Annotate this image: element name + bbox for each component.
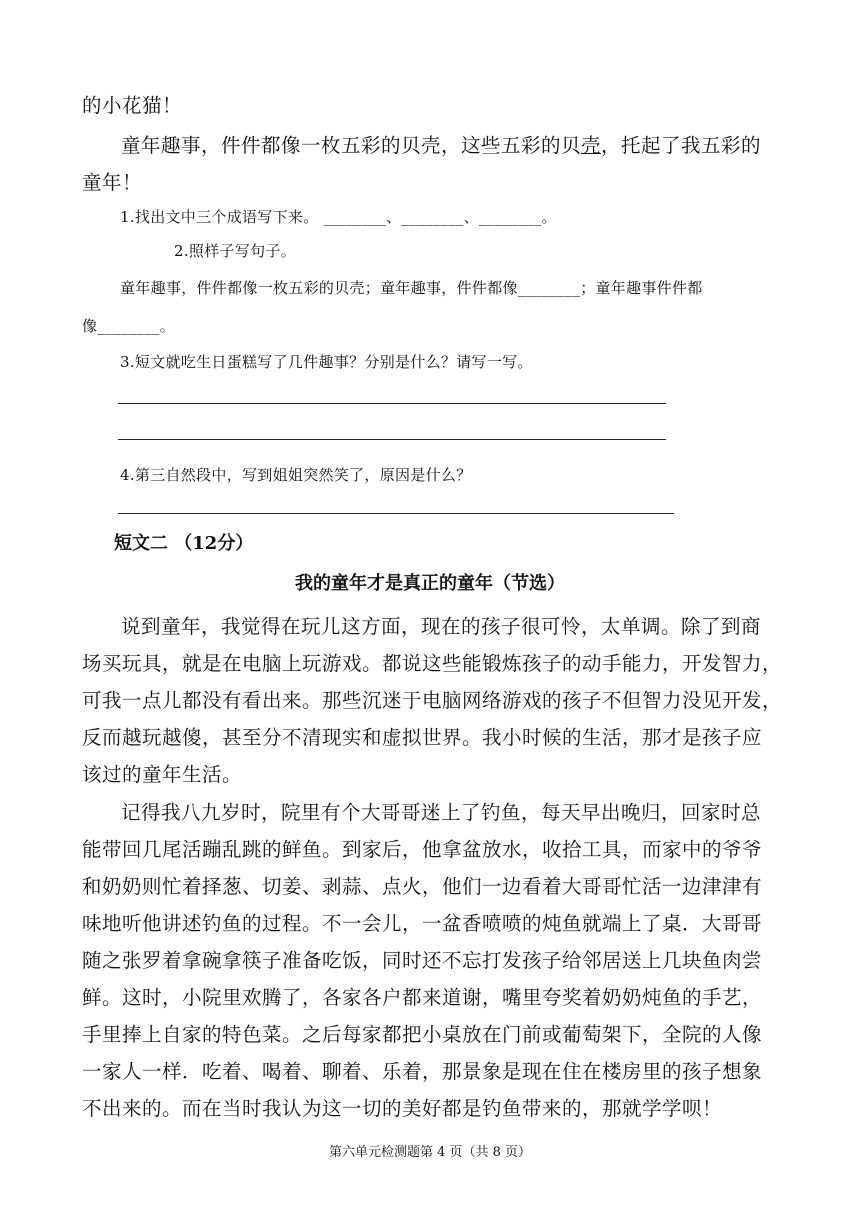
question-2-example-cont: 像________。 — [82, 317, 176, 335]
passage2-line: 反而越玩越傻，甚至分不清现实和虚拟世界。我小时候的生活，那才是孩子应 — [82, 726, 763, 749]
answer-line-q3-1[interactable] — [118, 403, 666, 404]
passage1-line3: 童年！ — [82, 171, 143, 194]
passage2-title: 我的童年才是真正的童年（节选） — [295, 573, 565, 594]
question-1: 1.找出文中三个成语写下来。 ________、________、________。 — [120, 208, 557, 226]
answer-line-q4[interactable] — [118, 513, 674, 514]
passage2-line: 该过的童年生活。 — [82, 763, 243, 786]
answer-line-q3-2[interactable] — [118, 439, 666, 440]
passage2-line: 和奶奶则忙着择葱、切姜、剥蒜、点火，他们一边看着大哥哥忙活一边津津有 — [82, 875, 763, 898]
page-footer: 第六单元检测题第 4 页（共 8 页） — [328, 1145, 532, 1160]
question-4: 4.第三自然段中，写到姐姐突然笑了，原因是什么？ — [120, 466, 472, 484]
passage1-line2 — [121, 130, 761, 158]
passage2-line: 不出来的。而在当时我认为这一切的美好都是钓鱼带来的，那就学学呗！ — [82, 1097, 723, 1120]
passage1-line1: 的小花猫！ — [82, 94, 183, 117]
passage1-line2-b: ，托起了我五彩的 — [601, 134, 762, 157]
passage2-line: 可我一点儿都没有看出来。那些沉迷于电脑网络游戏的孩子不但智力没见开发， — [82, 689, 783, 712]
passage2-line: 能带回几尾活蹦乱跳的鲜鱼。到家后，他拿盆放水，收拾工具，而家中的爷爷 — [82, 838, 763, 861]
section-heading: 短文二 （12分） — [114, 533, 254, 554]
passage2-line: 随之张罗着拿碗拿筷子准备吃饭，同时还不忘打发孩子给邻居送上几块鱼肉尝 — [82, 949, 763, 972]
passage1-line2-underlined: 壳 — [581, 134, 602, 157]
passage2-line: 说到童年，我觉得在玩儿这方面，现在的孩子很可怜，太单调。除了到商 — [121, 615, 762, 638]
passage2-line: 味地听他讲述钓鱼的过程。不一会儿，一盆香喷喷的炖鱼就端上了桌．大哥哥 — [82, 912, 763, 935]
passage2-line: 手里捧上自家的特色菜。之后每家都把小桌放在门前或葡萄架下，全院的人像 — [82, 1023, 763, 1046]
passage2-line: 鲜。这时，小院里欢腾了，各家各户都来道谢，嘴里夸奖着奶奶炖鱼的手艺， — [82, 986, 763, 1009]
question-2-example: 童年趣事，件件都像一枚五彩的贝壳；童年趣事，件件都像________；童年趣事件件都 — [120, 279, 703, 297]
passage2-line: 一家人一样．吃着、喝着、聊着、乐着，那景象是现在住在楼房里的孩子想象 — [82, 1060, 763, 1083]
question-3: 3.短文就吃生日蛋糕写了几件趣事？分别是什么？请写一写。 — [120, 353, 533, 371]
passage2-line: 场买玩具，就是在电脑上玩游戏。都说这些能锻炼孩子的动手能力，开发智力， — [82, 652, 783, 675]
passage1-line2-a: 童年趣事，件件都像一枚五彩的贝壳，这些五彩的贝 — [121, 134, 582, 157]
passage2-line: 记得我八九岁时，院里有个大哥哥迷上了钓鱼，每天早出晚归，回家时总 — [121, 801, 762, 824]
question-2: 2.照样子写句子。 — [174, 242, 297, 260]
